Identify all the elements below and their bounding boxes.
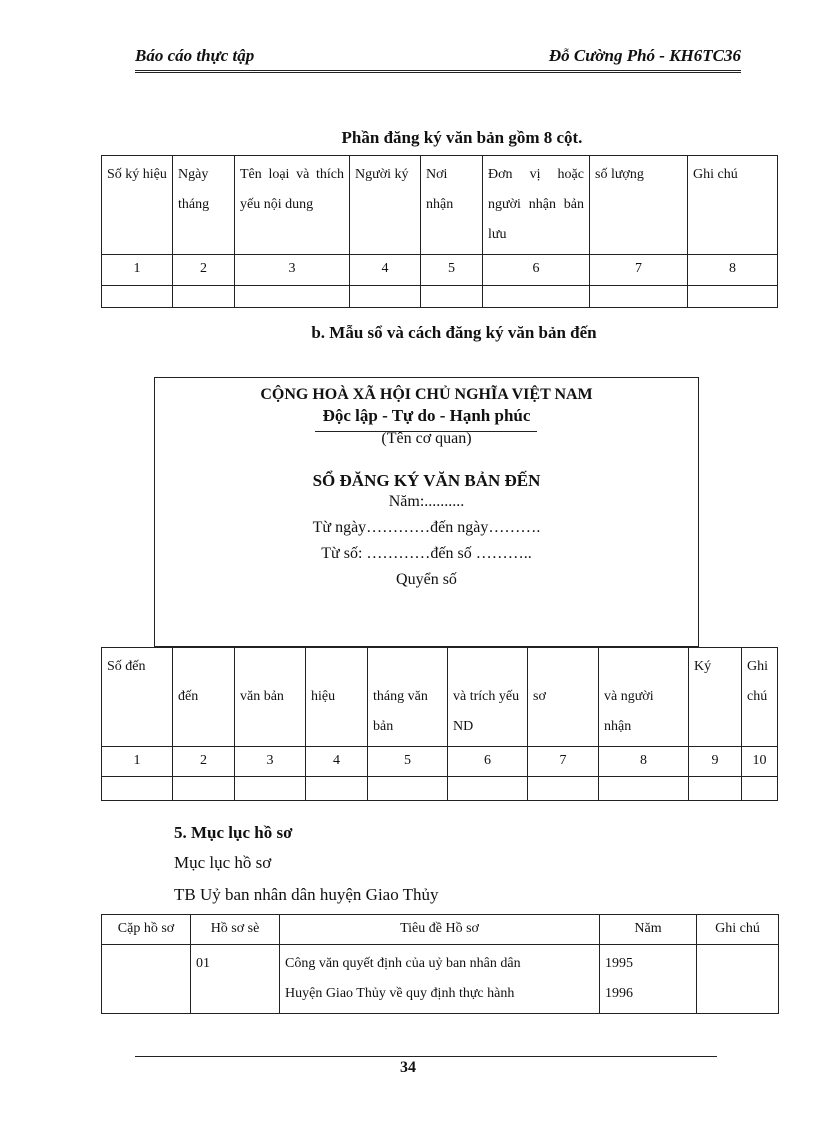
table-header-cell: Ghi chú [697,915,779,945]
table-header-cell: Người ký [350,156,421,255]
table-header-cell: và người nhận [599,648,689,747]
column-number: 10 [742,747,778,777]
table-header-row [102,648,778,747]
table-row [102,255,778,286]
table-header-cell: Hồ sơ sè [191,915,280,945]
national-motto: Độc lập - Tự do - Hạnh phúc [322,406,531,425]
page-header [135,44,741,73]
column-number: 7 [590,255,688,286]
table-header-cell: và trích yếu ND [448,648,528,747]
table-header-cell: Năm [600,915,697,945]
file-title-line: Huyện Giao Thủy về quy định thực hành [285,986,515,1001]
column-number: 3 [235,747,306,777]
column-number: 2 [173,747,235,777]
registry-volume: Quyển số [396,571,457,588]
footer-rule [135,1056,717,1057]
table-header-cell: Ngày tháng [173,156,235,255]
table-row [102,747,778,777]
column-number: 6 [483,255,590,286]
column-number: 4 [306,747,368,777]
table-header-cell: đến [173,648,235,747]
table-row-empty [102,777,778,801]
column-number: 4 [350,255,421,286]
table-header-row [102,915,779,945]
table-header-cell: Cặp hồ sơ [102,915,191,945]
table-header-cell: hiệu [306,648,368,747]
incoming-register-table [101,647,778,801]
column-number: 1 [102,747,173,777]
table-header-cell: Đơn vị hoặc người nhận bản lưu [483,156,590,255]
section-b-heading: b. Mẫu sổ và cách đăng ký văn bản đến [311,323,597,342]
file-title-line: Công văn quyết định của uỷ ban nhân dân [285,956,521,971]
file-year: 1996 [605,986,633,1001]
table-header-cell: Ký [689,648,742,747]
registry-date-range: Từ ngày…………đến ngày………. [312,519,541,536]
column-number: 9 [689,747,742,777]
header-left-text: Báo cáo thực tập [135,46,255,65]
table-header-cell: văn bản [235,648,306,747]
section-5-org: TB Uỷ ban nhân dân huyện Giao Thủy [174,885,439,904]
registry-number-range: Từ số: …………đến số ……….. [321,545,532,562]
column-number: 6 [448,747,528,777]
table-row-empty [102,286,778,308]
column-number: 5 [421,255,483,286]
table-header-cell: Nơi nhận [421,156,483,255]
header-right-text: Đỗ Cường Phó - KH6TC36 [548,46,741,65]
register-table-8-columns [101,155,778,308]
page-number: 34 [400,1059,416,1076]
table-header-cell: sơ [528,648,599,747]
column-number: 7 [528,747,599,777]
table-header-cell: Tiêu đề Hồ sơ [280,915,600,945]
national-title: CỘNG HOÀ XÃ HỘI CHỦ NGHĨA VIỆT NAM [260,386,593,403]
column-number: 2 [173,255,235,286]
file-number-cell: 01 [191,945,280,1014]
column-number: 5 [368,747,448,777]
section-5-heading: 5. Mục lục hồ sơ [174,823,293,842]
table-header-cell: Số ký hiệu [102,156,173,255]
section-5-subtitle: Mục lục hồ sơ [174,853,272,872]
registry-cover-box [154,377,699,647]
table-header-cell: tháng văn bản [368,648,448,747]
file-index-table [101,914,779,1014]
table-header-cell: Tên loại và thích yếu nội dung [235,156,350,255]
registry-year: Năm:.......... [388,493,465,510]
column-number: 1 [102,255,173,286]
table-header-cell: Ghi chú [742,648,778,747]
table-header-row [102,156,778,255]
file-year: 1995 [605,956,633,971]
file-year-cell [600,945,697,1014]
section-intro: Phần đăng ký văn bản gồm 8 cột. [341,128,583,147]
column-number: 8 [688,255,778,286]
table-row [102,945,779,1014]
table-header-cell: số lượng [590,156,688,255]
table-header-cell: Ghi chú [688,156,778,255]
column-number: 3 [235,255,350,286]
table-header-cell: Số đến [102,648,173,747]
file-title-cell [280,945,600,1014]
agency-name-placeholder: (Tên cơ quan) [381,430,472,447]
registry-title: SỔ ĐĂNG KÝ VĂN BẢN ĐẾN [312,471,541,490]
column-number: 8 [599,747,689,777]
